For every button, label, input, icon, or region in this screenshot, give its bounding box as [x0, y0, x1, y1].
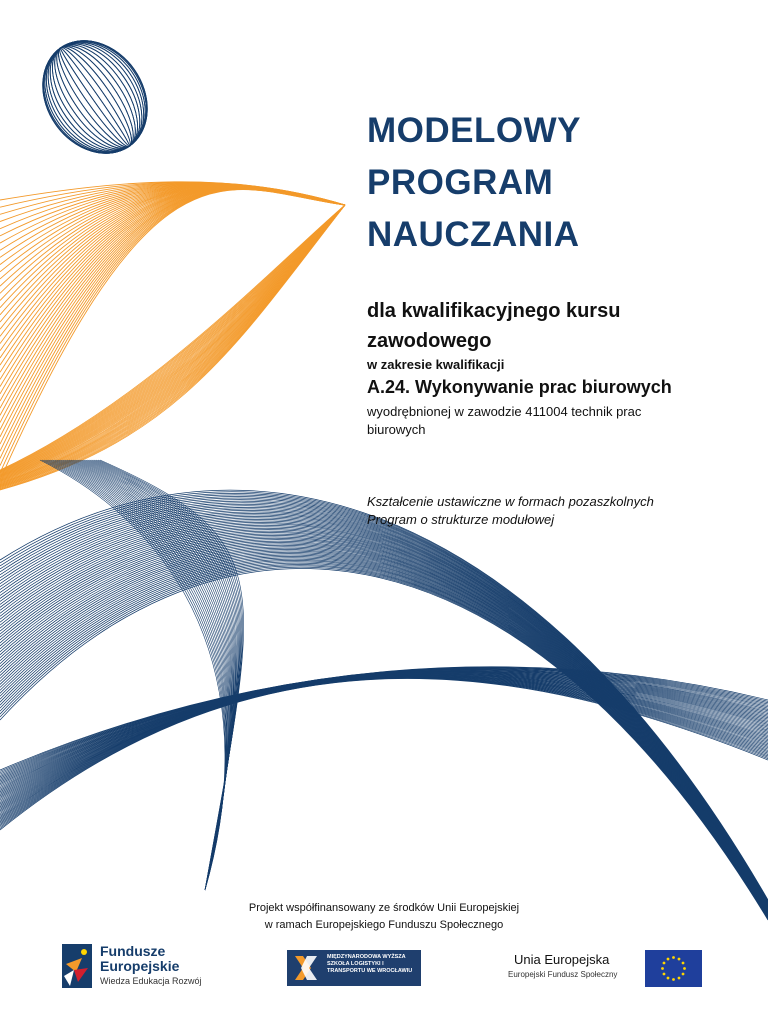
forms-line-1: Kształcenie ustawiczne w formach pozaszkolnych — [367, 494, 654, 509]
project-line-1: Projekt współfinansowany ze środków Unii Europejskiej — [248, 902, 520, 914]
scope-label: w zakresie kwalifikacji — [367, 357, 505, 372]
university-name: MIĘDZYNARODOWA WYŻSZA SZKOŁA LOGISTYKI I TRANSPORTU WE WROCŁAWIU — [327, 954, 413, 974]
eu-flag-icon — [645, 950, 702, 987]
university-logo — [287, 950, 421, 986]
fundusze-europejskie-logo — [60, 942, 220, 992]
fe-logo-subtitle: Wiedza Edukacja Rozwój — [100, 976, 202, 986]
title-line-2: PROGRAM — [367, 163, 554, 202]
fe-star-icon — [60, 942, 96, 990]
project-funding-note — [0, 900, 768, 934]
education-forms — [367, 493, 727, 529]
forms-line-2: Program o strukturze modułowej — [367, 512, 555, 527]
university-mark-icon — [289, 950, 325, 986]
eu-logo — [505, 950, 705, 990]
title-line-1: MODELOWY — [367, 111, 581, 150]
orange-curve-bundle — [0, 182, 345, 490]
wire-sphere-graphic — [21, 20, 168, 173]
eu-logo-subtitle: Europejski Fundusz Społeczny — [508, 970, 618, 979]
project-line-2: w ramach Europejskiego Funduszu Społecznego — [264, 919, 504, 931]
profession-text: wyodrębnionej w zawodzie 411004 technik prac biurowych — [367, 404, 642, 437]
eu-logo-name: Unia Europejska — [514, 952, 610, 967]
course-subtitle: dla kwalifikacyjnego kursu zawodowego — [367, 300, 621, 352]
document-title — [367, 105, 581, 261]
title-line-3: NAUCZANIA — [367, 215, 580, 254]
qualification-name: A.24. Wykonywanie prac biurowych — [367, 377, 672, 397]
fe-logo-name: Fundusze Europejskie — [100, 943, 180, 974]
